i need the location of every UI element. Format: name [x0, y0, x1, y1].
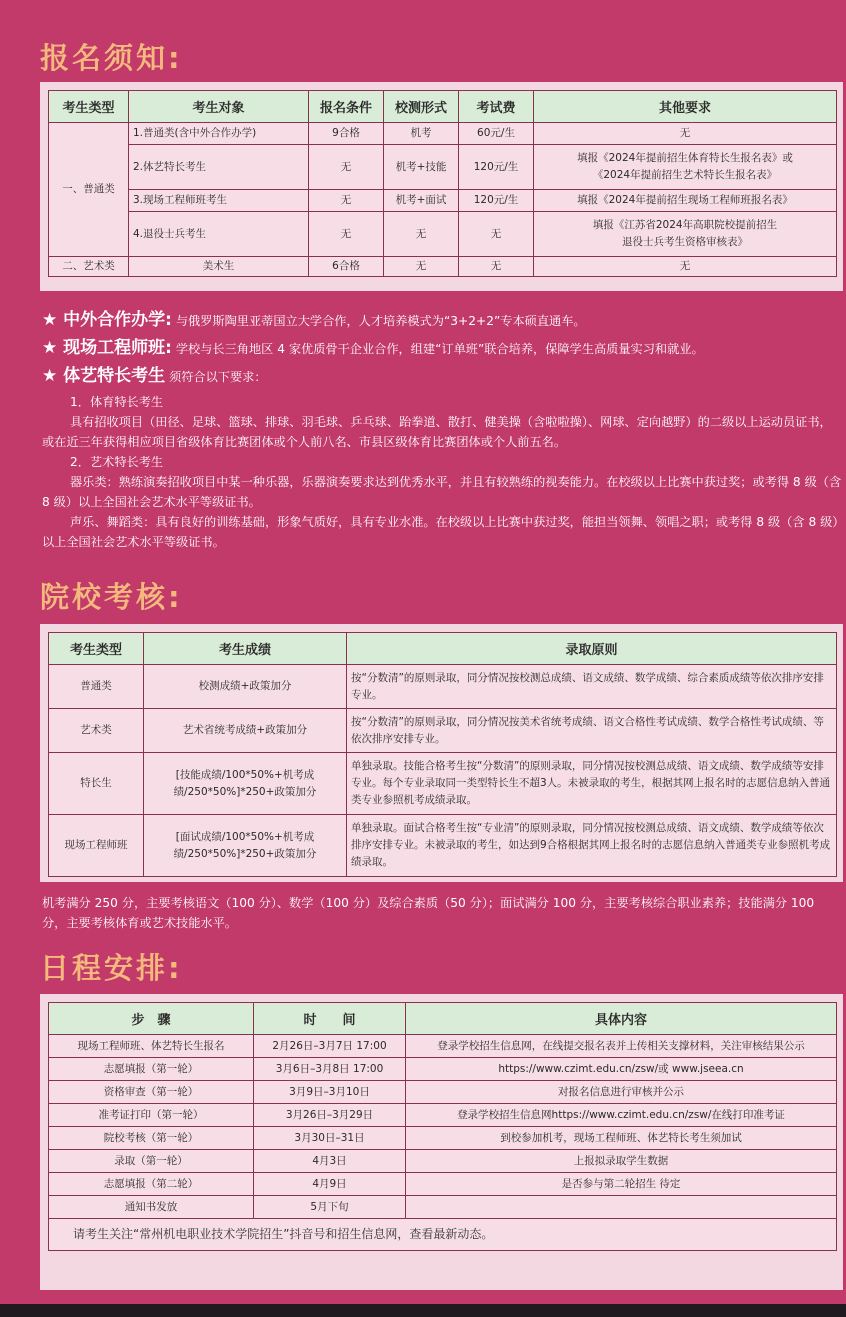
table-row: [49, 212, 837, 257]
header-cell: 时 间: [254, 1003, 406, 1035]
cell-content: 登录学校招生信息网https://www.czimt.edu.cn/zsw/在线打印准考证: [406, 1104, 837, 1127]
cell-content: 对报名信息进行审核并公示: [406, 1081, 837, 1104]
cell-step: 志愿填报（第一轮）: [49, 1058, 254, 1081]
cell-type: 特长生: [49, 753, 144, 815]
bottom-bar: [0, 1304, 846, 1317]
cell-step: 通知书发放: [49, 1196, 254, 1219]
cell-cond: 9合格: [309, 123, 384, 145]
schedule-table-panel: [40, 994, 843, 1290]
table-row: [49, 815, 837, 877]
note-eng-text: 学校与长三角地区 4 家优质骨干企业合作，组建“订单班”联合培养，保障学生高质量实习和就业。: [175, 342, 704, 356]
cell-other: 填报《2024年提前招生现场工程师班报名表》: [534, 190, 837, 212]
cell-fee: 无: [459, 257, 534, 277]
cell-cond: 无: [309, 212, 384, 257]
registration-table-panel: [40, 82, 843, 291]
table-row: [49, 1081, 837, 1104]
cell-score: [面试成绩/100*50%+机考成绩/250*50%]*250+政策加分: [144, 815, 347, 877]
cell-type: 艺术类: [49, 709, 144, 753]
cell-target: 美术生: [129, 257, 309, 277]
cell-step: 录取（第一轮）: [49, 1150, 254, 1173]
cell-other: 无: [534, 257, 837, 277]
table-row: [49, 709, 837, 753]
cell-form: 机考+技能: [384, 145, 459, 190]
cell-rule: 按“分数清”的原则录取，同分情况按美术省统考成绩、语文合格性考试成绩、数学合格性考试成绩、等依次排序安排专业。: [347, 709, 837, 753]
table-row: [49, 1150, 837, 1173]
table-row: [49, 145, 837, 190]
group-label-general: 一、普通类: [49, 123, 129, 257]
star-icon: ★: [42, 310, 64, 330]
schedule-table: [48, 1002, 837, 1251]
talent-paragraph: 声乐、舞蹈类：具有良好的训练基础，形象气质好，具有专业水准。在校级以上比赛中获过奖，能担当领舞、领唱之职；或考得 8 级（含 8 级）以上全国社会艺术水平等级证书。: [42, 515, 839, 549]
cell-target: 2.体艺特长考生: [129, 145, 309, 190]
cell-fee: 无: [459, 212, 534, 257]
note-eng: [42, 338, 842, 366]
table-row: [49, 1127, 837, 1150]
table-row: [49, 1219, 837, 1251]
cell-other: 填报《江苏省2024年高职院校提前招生 退役士兵考生资格审核表》: [534, 212, 837, 257]
section-title-schedule: 日程安排:: [40, 951, 183, 985]
note-coop-title: 中外合作办学:: [63, 310, 172, 330]
cell-target: 3.现场工程师班考生: [129, 190, 309, 212]
cell-step: 院校考核（第一轮）: [49, 1127, 254, 1150]
cell-fee: 120元/生: [459, 145, 534, 190]
note-talent-text: 须符合以下要求：: [169, 370, 267, 384]
section-title-registration: 报名须知:: [40, 41, 183, 75]
cell-content: 是否参与第二轮招生 待定: [406, 1173, 837, 1196]
table-row: [49, 753, 837, 815]
cell-form: 无: [384, 257, 459, 277]
note-coop: [42, 310, 842, 338]
table-row: [49, 1196, 837, 1219]
notes-block: [42, 310, 842, 552]
note-talent-title: 体艺特长考生: [63, 366, 166, 386]
cell-cond: 无: [309, 190, 384, 212]
cell-form: 无: [384, 212, 459, 257]
cell-target: 4.退役士兵考生: [129, 212, 309, 257]
header-cell: 考试费: [459, 91, 534, 123]
cell-fee: 60元/生: [459, 123, 534, 145]
assessment-table-panel: [40, 624, 843, 882]
cell-other: 填报《2024年提前招生体育特长生报名表》或 《2024年提前招生艺术特长生报名表》: [534, 145, 837, 190]
cell-rule: 单独录取。面试合格考生按“专业清”的原则录取，同分情况按校测总成绩、语文成绩、数学成绩等依次排序安排专业。未被录取的考生，如达到9合格根据其网上报名时的志愿信息纳入普通类专业参照机考成绩录取。: [347, 815, 837, 877]
note-talent: [42, 366, 842, 392]
talent-paragraph: 2．艺术特长考生: [70, 455, 164, 469]
cell-content: 上报拟录取学生数据: [406, 1150, 837, 1173]
talent-paragraph: 1．体育特长考生: [70, 395, 164, 409]
table-row: [49, 257, 837, 277]
cell-type: 现场工程师班: [49, 815, 144, 877]
talent-paragraph: 具有招收项目（田径、足球、篮球、排球、羽毛球、乒乓球、跆拳道、散打、健美操（含啦啦操）、网球、定向越野）的二级以上运动员证书，或在近三年获得相应项目省级体育比赛团体或个人前八名、市县区级体育比赛团体或个人前五名。: [42, 415, 832, 449]
cell-content: 到校参加机考，现场工程师班、体艺特长考生须加试: [406, 1127, 837, 1150]
header-cell: 校测形式: [384, 91, 459, 123]
header-cell: 考生成绩: [144, 633, 347, 665]
cell-cond: 无: [309, 145, 384, 190]
cell-form: 机考: [384, 123, 459, 145]
cell-content: https://www.czimt.edu.cn/zsw/或 www.jseea.cn: [406, 1058, 837, 1081]
group-label-art: 二、艺术类: [49, 257, 129, 277]
cell-time: 3月9日–3月10日: [254, 1081, 406, 1104]
cell-time: 3月30日–31日: [254, 1127, 406, 1150]
cell-cond: 6合格: [309, 257, 384, 277]
cell-content: [406, 1196, 837, 1219]
cell-type: 普通类: [49, 665, 144, 709]
cell-time: 5月下旬: [254, 1196, 406, 1219]
header-cell: 考生对象: [129, 91, 309, 123]
table-row: [49, 1035, 837, 1058]
talent-paragraph: 器乐类：熟练演奏招收项目中某一种乐器，乐器演奏要求达到优秀水平，并且有较熟练的视奏能力。在校级以上比赛中获过奖；或考得 8 级（含 8 级）以上全国社会艺术水平等级证书。: [42, 475, 842, 509]
star-icon: ★: [42, 338, 64, 358]
cell-step: 现场工程师班、体艺特长生报名: [49, 1035, 254, 1058]
cell-step: 志愿填报（第二轮）: [49, 1173, 254, 1196]
header-cell: 考生类型: [49, 91, 129, 123]
cell-rule: 单独录取。技能合格考生按“分数清”的原则录取，同分情况按校测总成绩、语文成绩、数学成绩等安排专业。每个专业录取同一类型特长生不超3人。未被录取的考生，根据其网上报名时的志愿信息纳入普通类专业参照机考成绩录取。: [347, 753, 837, 815]
note-coop-text: 与俄罗斯陶里亚蒂国立大学合作，人才培养模式为“3+2+2”专本硕直通车。: [175, 314, 586, 328]
header-cell: 步 骤: [49, 1003, 254, 1035]
cell-content: 登录学校招生信息网，在线提交报名表并上传相关支撑材料，关注审核结果公示: [406, 1035, 837, 1058]
schedule-footer-note: 请考生关注“常州机电职业技术学院招生”抖音号和招生信息网，查看最新动态。: [49, 1219, 837, 1251]
table-row: [49, 123, 837, 145]
cell-other: 无: [534, 123, 837, 145]
table-row: [49, 1104, 837, 1127]
header-cell: 录取原则: [347, 633, 837, 665]
table-row: [49, 1173, 837, 1196]
cell-score: 艺术省统考成绩+政策加分: [144, 709, 347, 753]
cell-step: 资格审查（第一轮）: [49, 1081, 254, 1104]
registration-table: [48, 90, 837, 277]
header-cell: 具体内容: [406, 1003, 837, 1035]
header-cell: 考生类型: [49, 633, 144, 665]
cell-rule: 按“分数清”的原则录取，同分情况按校测总成绩、语文成绩、数学成绩、综合素质成绩等依次排序安排专业。: [347, 665, 837, 709]
table-row: [49, 1058, 837, 1081]
cell-time: 4月9日: [254, 1173, 406, 1196]
header-cell: 其他要求: [534, 91, 837, 123]
assessment-table: [48, 632, 837, 877]
cell-time: 4月3日: [254, 1150, 406, 1173]
section-title-assessment: 院校考核:: [40, 580, 183, 614]
cell-time: 3月26日–3月29日: [254, 1104, 406, 1127]
cell-step: 准考证打印（第一轮）: [49, 1104, 254, 1127]
cell-score: 校测成绩+政策加分: [144, 665, 347, 709]
table-row: [49, 190, 837, 212]
header-cell: 报名条件: [309, 91, 384, 123]
cell-score: [技能成绩/100*50%+机考成绩/250*50%]*250+政策加分: [144, 753, 347, 815]
star-icon: ★: [42, 366, 64, 386]
cell-form: 机考+面试: [384, 190, 459, 212]
cell-target: 1.普通类(含中外合作办学): [129, 123, 309, 145]
cell-fee: 120元/生: [459, 190, 534, 212]
table-row: [49, 665, 837, 709]
cell-time: 3月6日–3月8日 17:00: [254, 1058, 406, 1081]
cell-time: 2月26日–3月7日 17:00: [254, 1035, 406, 1058]
note-eng-title: 现场工程师班:: [63, 338, 172, 358]
assessment-note: 机考满分 250 分，主要考核语文（100 分）、数学（100 分）及综合素质（50 分）；面试满分 100 分，主要考核综合职业素养；技能满分 100 分，主要考核体育或艺术技能水平。: [42, 896, 815, 930]
